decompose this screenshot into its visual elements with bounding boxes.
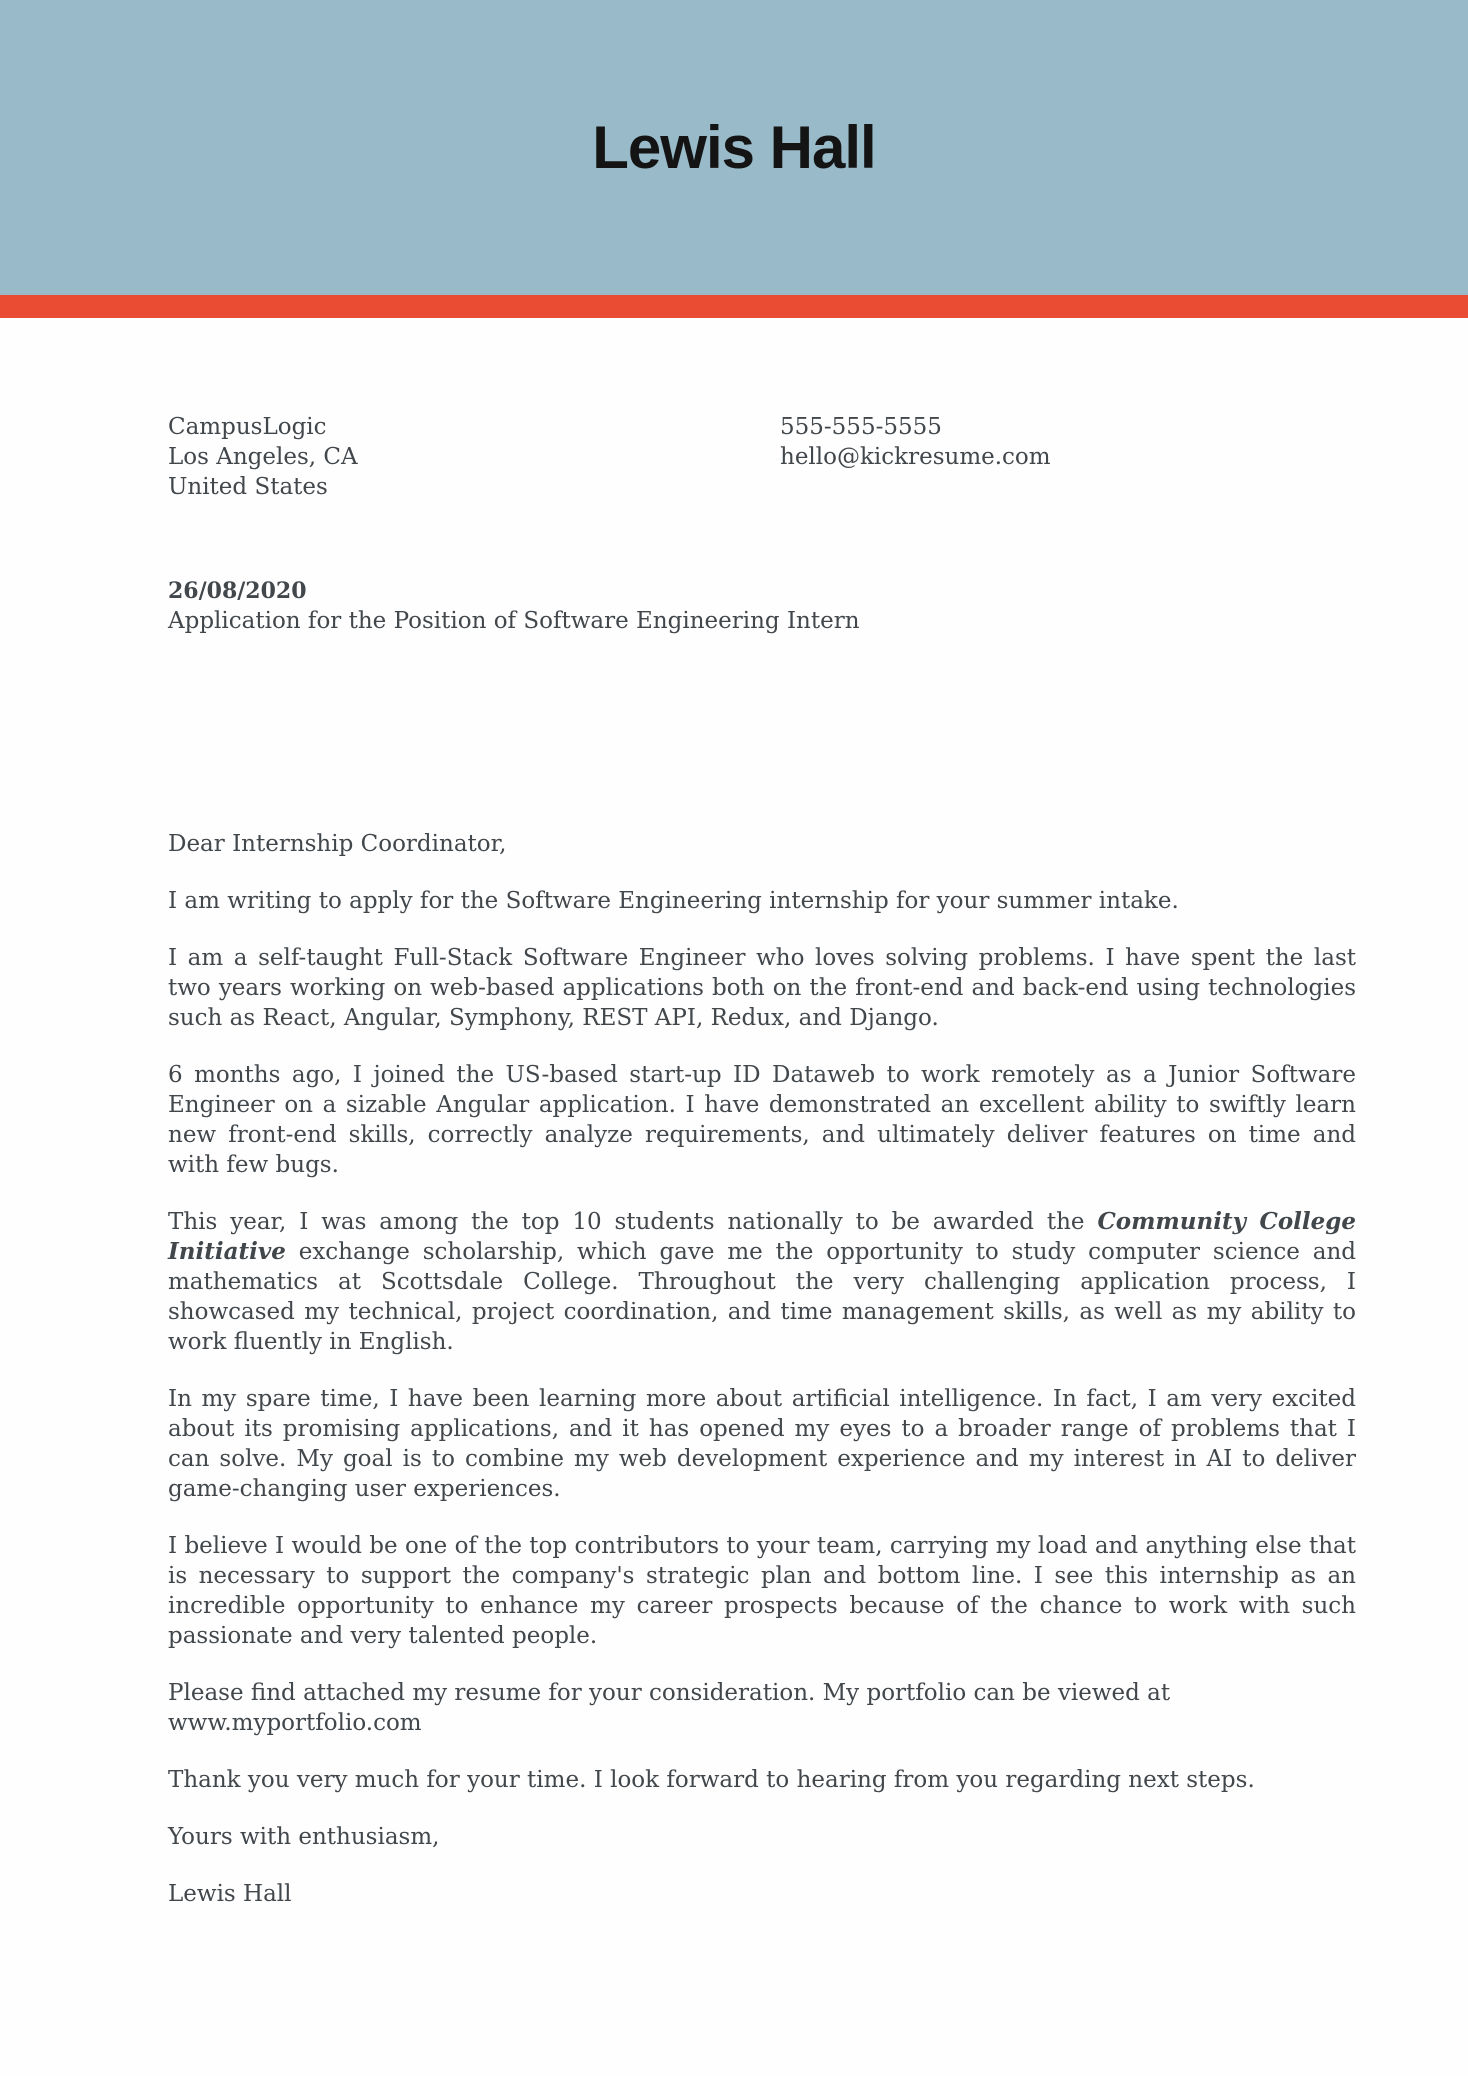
- paragraph-background: I am a self-taught Full-Stack Software Engineer who loves solving problems. I have spent the last two years working on web-based applications both on the front-end and back-end using technologies such as React, Angular, Symphony, REST API, Redux, and Django.: [168, 945, 1356, 1031]
- header-banner: [0, 0, 1468, 295]
- award-name: Community College Initiative: [168, 1208, 1357, 1265]
- letter-content: [0, 412, 1468, 1909]
- date-subject-section: [168, 576, 1356, 636]
- paragraph-value: I believe I would be one of the top contributors to your team, carrying my load and anything else that is necessary to support the company's strategic plan and bottom line. I see this internship as an incredible opportunity to enhance my career prospects because of the chance to work with such passionate and very talented people.: [168, 1533, 1356, 1649]
- letter-subject: Application for the Position of Software Engineering Intern: [168, 608, 860, 634]
- accent-bar: [0, 295, 1468, 318]
- contact-section: [168, 412, 1356, 502]
- sender-phone: 555-555-5555: [780, 414, 942, 440]
- recipient-address: [168, 412, 780, 502]
- recipient-company: CampusLogic: [168, 414, 327, 440]
- signature: Lewis Hall: [168, 1881, 292, 1907]
- closing: Yours with enthusiasm,: [168, 1824, 440, 1850]
- portfolio-url: www.myportfolio.com: [168, 1710, 422, 1736]
- sender-email: hello@kickresume.com: [780, 444, 1051, 470]
- award-text-before: This year, I was among the top 10 students nationally to be awarded the: [168, 1209, 1098, 1235]
- sender-contact: [780, 412, 1356, 502]
- candidate-name: Lewis Hall: [592, 114, 876, 181]
- paragraph-ai-interest: In my spare time, I have been learning more about artificial intelligence. In fact, I am very excited about its promising applications, and it has opened my eyes to a broader range of problems that I can solve. My goal is to combine my web development experience and my interest in AI to deliver game-changing user experiences.: [168, 1386, 1356, 1502]
- recipient-city: Los Angeles, CA: [168, 444, 358, 470]
- salutation: Dear Internship Coordinator,: [168, 831, 507, 857]
- paragraph-award: [168, 1207, 1356, 1357]
- letter-date: 26/08/2020: [168, 578, 307, 604]
- paragraph-experience: 6 months ago, I joined the US-based start-up ID Dataweb to work remotely as a Junior Software Engineer on a sizable Angular application. I have demonstrated an excellent ability to swiftly learn new front-end skills, correctly analyze requirements, and ultimately deliver features on time and with few bugs.: [168, 1062, 1356, 1178]
- paragraph-thanks: Thank you very much for your time. I look forward to hearing from you regarding next steps.: [168, 1767, 1255, 1793]
- resume-text: Please find attached my resume for your consideration. My portfolio can be viewed at: [168, 1680, 1171, 1706]
- letter-paragraphs: [168, 829, 1356, 1909]
- paragraph-resume: [168, 1678, 1356, 1738]
- paragraph-intro: I am writing to apply for the Software Engineering internship for your summer intake.: [168, 888, 1179, 914]
- award-text-after: exchange scholarship, which gave me the opportunity to study computer science and mathematics at Scottsdale College. Throughout the very challenging application process, I showcased my technical, project coordination, and time management skills, as well as my ability to work fluently in English.: [168, 1239, 1356, 1355]
- recipient-country: United States: [168, 474, 328, 500]
